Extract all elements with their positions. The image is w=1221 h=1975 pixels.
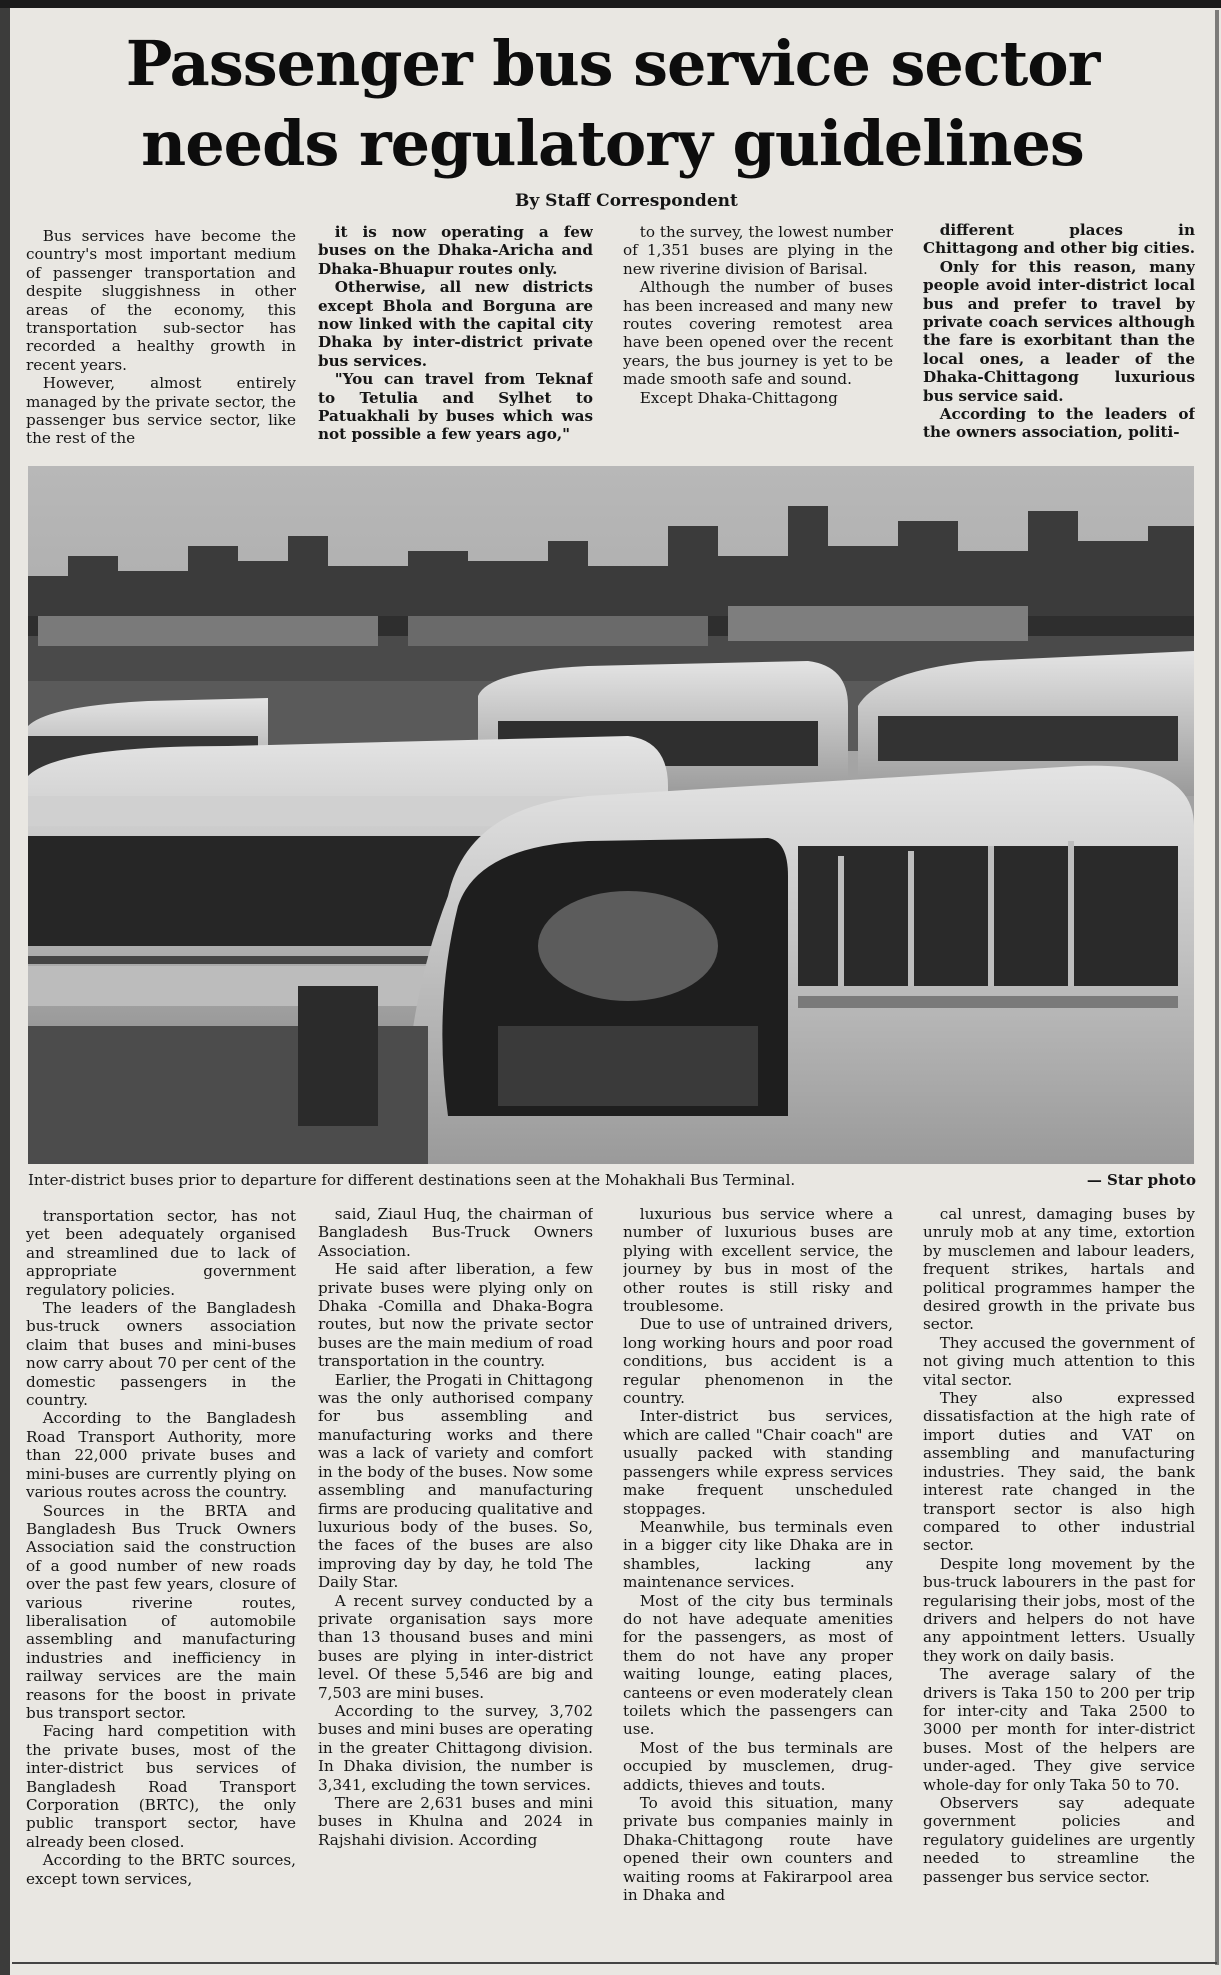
article-paragraph: it is now operating a few buses on the Dhaka-Aricha and Dhaka-Bhuapur routes only. (318, 223, 593, 278)
article-paragraph: Bus services have become the country's most important medium of passenger transportation and despite sluggishness in other areas of the economy, this transportation sub-sector has recorded a healthy growth in recent years. (26, 227, 296, 374)
article-paragraph: luxurious bus service where a number of luxurious buses are plying with excellent service, the journey by bus in most of the other routes is still risky and troublesome. (623, 1205, 893, 1316)
left-margin-strip (0, 0, 10, 1975)
article-paragraph: Meanwhile, bus terminals even in a bigger city like Dhaka are in shambles, lacking any maintenance services. (623, 1517, 893, 1592)
article-paragraph: They also expressed dissatisfaction at the high rate of import duties and VAT on assembling and manufacturing industries. They said, the bank interest rate changed in the transport sector is also high compared to other industrial sector. (923, 1389, 1195, 1555)
article-paragraph: transportation sector, has not yet been adequately organised and streamlined due to lack of appropriate government regulatory policies. (26, 1207, 296, 1299)
lower-column-3 (623, 1205, 893, 1957)
top-border (0, 0, 1221, 8)
upper-column-1 (26, 227, 296, 457)
photo-credit: — Star photo (1086, 1171, 1196, 1189)
article-paragraph: Most of the city bus terminals do not have adequate amenities for the passengers, as most of them do not have any proper waiting lounge, eating places, canteens or even moderately clean toilets which the passengers can use. (623, 1591, 893, 1739)
article-paragraph: According to the Bangladesh Road Transport Authority, more than 22,000 private buses and mini-buses are currently plying on various routes across the country. (26, 1409, 296, 1502)
article-paragraph: According to the survey, 3,702 buses and mini buses are operating in the greater Chittagong division. In Dhaka division, the number is 3,341, excluding the town services. (318, 1701, 593, 1794)
article-paragraph: Although the number of buses has been increased and many new routes covering remotest area have been opened over the recent years, the bus journey is yet to be made smooth safe and sound. (623, 278, 893, 389)
upper-column-4 (923, 221, 1195, 457)
article-paragraph: Only for this reason, many people avoid inter-district local bus and prefer to travel by private coach services although the fare is exorbitant than the local ones, a leader of the Dhaka-Chittagong luxurious bus service said. (923, 257, 1195, 405)
article-paragraph: Otherwise, all new districts except Bhola and Borguna are now linked with the capital city Dhaka by inter-district private bus services. (318, 278, 593, 370)
article-paragraph: A recent survey conducted by a private organisation says more than 13 thousand buses and mini buses are plying in inter-district level. Of these 5,546 are big and 7,503 are mini buses. (318, 1591, 593, 1702)
bus-terminal-photo (28, 466, 1194, 1164)
article-paragraph: To avoid this situation, many private bus companies mainly in Dhaka-Chittagong route have opened their own counters and waiting rooms at Fakirarpool area in Dhaka and (623, 1794, 893, 1905)
article-paragraph: Facing hard competition with the private buses, most of the inter-district bus services of Bangladesh Road Transport Corporation (BRTC), the only public transport sector, have already been closed. (26, 1722, 296, 1851)
headline: Passenger bus service sector needs regulatory guidelines (125, 27, 1100, 180)
article-paragraph: Due to use of untrained drivers, long working hours and poor road conditions, bus accident is a regular phenomenon in the country. (623, 1315, 893, 1408)
article-paragraph: Except Dhaka-Chittagong (639, 388, 838, 407)
photo-caption: Inter-district buses prior to departure for different destinations seen at the Mohakhali Bus Terminal. (28, 1171, 796, 1189)
article-paragraph: cal unrest, damaging buses by unruly mob at any time, extortion by musclemen and labour leaders, frequent strikes, hartals and political programmes hamper the desired growth in the private bus sector. (923, 1205, 1195, 1334)
article-paragraph: Most of the bus terminals are occupied by musclemen, drug-addicts, thieves and touts. (623, 1738, 893, 1794)
article-paragraph: Inter-district bus services, which are called "Chair coach" are usually packed with standing passengers while express services make frequent unscheduled stoppages. (623, 1407, 893, 1518)
article-paragraph: The leaders of the Bangladesh bus-truck owners association claim that buses and mini-buses now carry about 70 per cent of the domestic passengers in the country. (26, 1299, 296, 1410)
article-paragraph: According to the BRTC sources, except town services, (26, 1851, 296, 1888)
lower-column-4 (923, 1205, 1195, 1957)
byline: By Staff Correspondent (515, 191, 738, 211)
article-paragraph: They accused the government of not giving much attention to this vital sector. (923, 1333, 1195, 1389)
article-paragraph: to the survey, the lowest number of 1,351 buses are plying in the new riverine division of Barisal. (623, 223, 893, 278)
lower-column-2 (318, 1205, 593, 1957)
article-paragraph: Earlier, the Progati in Chittagong was the only authorised company for bus assembling and manufacturing works and there was a lack of variety and comfort in the body of the buses. Now some assembling and manufacturing firms are producing qualitative and luxurious body of the buses. So, the faces of the buses are also improving day by day, he told The Daily Star. (318, 1370, 593, 1592)
upper-column-3 (623, 223, 893, 457)
article-paragraph: "You can travel from Teknaf to Tetulia and Sylhet to Patuakhali by buses which was not possible a few years ago," (318, 370, 593, 444)
article-paragraph: Despite long movement by the bus-truck labourers in the past for regularising their jobs, most of the drivers and helpers do not have any appointment letters. Usually they work on daily basis. (923, 1554, 1195, 1665)
article-paragraph: There are 2,631 buses and mini buses in Khulna and 2024 in Rajshahi division. According (318, 1794, 593, 1849)
upper-column-2 (318, 223, 593, 457)
bottom-rule (12, 1962, 1217, 1964)
article-paragraph: different places in Chittagong and other big cities. (923, 221, 1195, 258)
article-paragraph: said, Ziaul Huq, the chairman of Bangladesh Bus-Truck Owners Association. (318, 1205, 593, 1260)
article-paragraph: However, almost entirely managed by the private sector, the passenger bus service sector, like the rest of the (26, 374, 296, 448)
article-paragraph: Sources in the BRTA and Bangladesh Bus Truck Owners Association said the construction of a good number of new roads over the past few years, closure of various riverine routes, liberalisation of automobile assembling and manufacturing industries and inefficiency in railway services are the main reasons for the boost in private bus transport sector. (26, 1501, 296, 1722)
article-paragraph: Observers say adequate government policies and regulatory guidelines are urgently needed to streamline the passenger bus service sector. (923, 1794, 1195, 1886)
article-paragraph: He said after liberation, a few private buses were plying only on Dhaka -Comilla and Dhaka-Bogra routes, but now the private sector buses are the main medium of road transportation in the country. (318, 1260, 593, 1371)
lower-column-1 (26, 1207, 296, 1957)
article-paragraph: According to the leaders of the owners association, politi- (923, 405, 1195, 442)
right-column-rule (1215, 10, 1219, 1965)
article-paragraph: The average salary of the drivers is Taka 150 to 200 per trip for inter-city and Taka 2500 to 3000 per month for inter-district buses. Most of the helpers are under-aged. They give service whole-day for only Taka 50 to 70. (923, 1665, 1195, 1794)
